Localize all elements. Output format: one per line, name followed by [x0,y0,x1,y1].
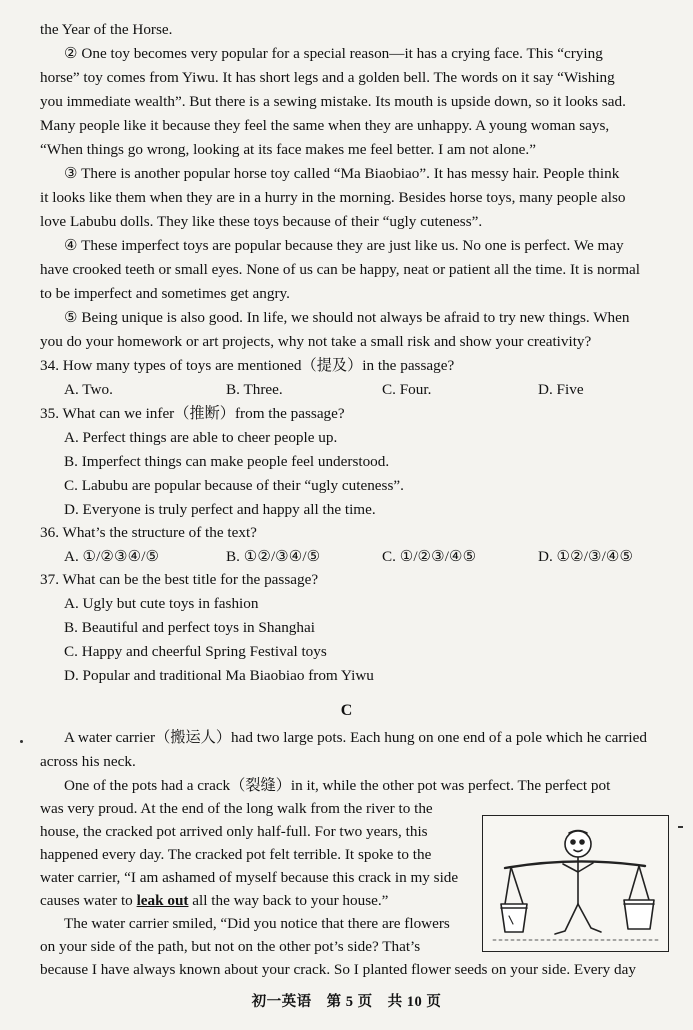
passage-c-line: happened every day. The cracked pot felt terrible. It spoke to the [40,846,432,863]
passage-c-line: across his neck. [40,753,136,770]
q37-option-b[interactable]: B. Beautiful and perfect toys in Shanghai [64,619,315,636]
water-carrier-illustration [482,815,669,952]
passage-paragraph-4: ④ These imperfect toys are popular because they are just like us. No one is perfect. We may [64,237,624,254]
q37-option-a[interactable]: A. Ugly but cute toys in fashion [64,595,259,612]
passage-line: have crooked teeth or small eyes. None of us can be happy, neat or patient all the time. It is normal [40,261,640,278]
question-35-stem: 35. What can we infer（推断）from the passage? [40,405,345,422]
passage-c-line: A water carrier（搬运人）had two large pots. Each hung on one end of a pole which he carried [64,729,647,746]
section-heading-c: C [340,702,353,719]
q35-option-b[interactable]: B. Imperfect things can make people feel understood. [64,453,390,470]
q34-option-c[interactable]: C. Four. [382,381,432,398]
passage-line: horse” toy comes from Yiwu. It has short legs and a golden bell. The words on it say “Wishing [40,69,615,86]
passage-line: it looks like them when they are in a hurry in the morning. Besides horse toys, many people also [40,189,626,206]
passage-c-text: causes water to [40,892,137,909]
q35-option-a[interactable]: A. Perfect things are able to cheer people up. [64,429,338,446]
question-34-stem: 34. How many types of toys are mentioned（提及）in the passage? [40,357,455,374]
passage-c-line: One of the pots had a crack（裂缝）in it, while the other pot was perfect. The perfect pot [64,777,611,794]
passage-line: love Labubu dolls. They like these toys because of their “ugly cuteness”. [40,213,483,230]
passage-paragraph-3: ③ There is another popular horse toy called “Ma Biaobiao”. It has messy hair. People think [64,165,620,182]
passage-c-line: house, the cracked pot arrived only half-full. For two years, this [40,823,428,840]
vocab-term-leak-out: leak out [136,892,189,909]
passage-line: “When things go wrong, looking at its face makes me feel better. I am not alone.” [40,141,536,158]
page-footer: 初一英语 第 5 页 共 10 页 [251,994,442,1010]
passage-c-line: because I have always known about your crack. So I planted flower seeds on your side. Every day [40,961,636,978]
q36-option-a[interactable]: A. ①/②③④/⑤ [64,548,160,565]
q34-option-d[interactable]: D. Five [538,381,584,398]
passage-c-line: on your side of the path, but not on the other pot’s side? That’s [40,938,421,955]
q35-option-d[interactable]: D. Everyone is truly perfect and happy all the time. [64,501,376,518]
q34-option-b[interactable]: B. Three. [226,381,283,398]
passage-line: the Year of the Horse. [40,21,173,38]
passage-paragraph-5: ⑤ Being unique is also good. In life, we should not always be afraid to try new things. When [64,309,630,326]
passage-line: Many people like it because they feel the same when they are unhappy. A young woman says, [40,117,610,134]
q36-option-d[interactable]: D. ①②/③/④⑤ [538,548,634,565]
passage-c-line: was very proud. At the end of the long walk from the river to the [40,800,433,817]
question-37-stem: 37. What can be the best title for the passage? [40,571,319,588]
q37-option-d[interactable]: D. Popular and traditional Ma Biaobiao from Yiwu [64,667,374,684]
passage-paragraph-2: ② One toy becomes very popular for a special reason—it has a crying face. This “crying [64,45,603,62]
q37-option-c[interactable]: C. Happy and cheerful Spring Festival toys [64,643,327,660]
q36-option-c[interactable]: C. ①/②③/④⑤ [382,548,477,565]
q35-option-c[interactable]: C. Labubu are popular because of their “ugly cuteness”. [64,477,404,494]
passage-c-text: all the way back to your house.” [188,892,389,909]
passage-line: you do your homework or art projects, why not take a small risk and show your creativity? [40,333,592,350]
passage-line: to be imperfect and sometimes get angry. [40,285,290,302]
water-carrier-drawing [483,816,668,951]
passage-c-line: water carrier, “I am ashamed of myself because this crack in my side [40,869,459,886]
passage-line: you immediate wealth”. But there is a sewing mistake. Its mouth is upside down, so it looks sad. [40,93,626,110]
scan-speck [20,740,23,743]
q34-option-a[interactable]: A. Two. [64,381,113,398]
question-36-stem: 36. What’s the structure of the text? [40,524,257,541]
scan-mark [678,826,683,828]
q36-option-b[interactable]: B. ①②/③④/⑤ [226,548,321,565]
passage-c-line: The water carrier smiled, “Did you notice that there are flowers [64,915,450,932]
